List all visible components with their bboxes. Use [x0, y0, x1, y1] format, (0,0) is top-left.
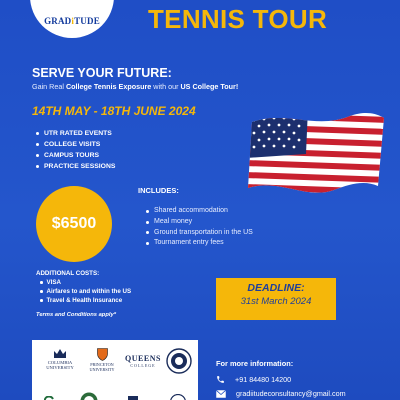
list-item: Airfares to and within the US: [40, 287, 131, 296]
list-item: Meal money: [146, 217, 253, 228]
round-badge-icon: [80, 392, 98, 400]
princeton-logo: PRINCETON UNIVERSITY: [84, 348, 120, 372]
contact-heading: For more information:: [216, 359, 294, 368]
phone-icon: [216, 375, 225, 384]
tagline-text: Gain Real College Tennis Exposure with our US College Tour!: [32, 82, 239, 91]
list-item: Ground transportation in the US: [146, 228, 253, 239]
bullet-icon: [36, 165, 39, 168]
university-seal-icon: [166, 348, 192, 374]
terms-note: Terms and Conditions apply*: [36, 312, 116, 318]
list-item: VISA: [40, 278, 131, 287]
events-list: [36, 128, 115, 172]
price-value: $6500: [51, 215, 97, 232]
phone-number[interactable]: +91 84480 14200: [235, 375, 292, 384]
deadline-label: DEADLINE:: [247, 282, 305, 294]
price-badge: [36, 186, 112, 262]
bullet-icon: [36, 143, 39, 146]
bullet-icon: [40, 290, 43, 293]
phone-row: [216, 375, 291, 384]
mail-icon: [216, 390, 226, 398]
bullet-icon: [36, 154, 39, 157]
email-row: [216, 389, 346, 398]
list-item: UTR RATED EVENTS: [36, 128, 115, 139]
tour-dates: 14TH MAY - 18TH JUNE 2024: [32, 104, 196, 118]
university-logos-panel: [32, 340, 198, 400]
tagline-heading: SERVE YOUR FUTURE:: [32, 66, 172, 80]
round-seal-icon: [170, 394, 186, 400]
additional-costs-heading: ADDITIONAL COSTS:: [36, 270, 100, 277]
includes-list: [146, 206, 253, 249]
list-item: PRACTICE SESSIONS: [36, 161, 115, 172]
email-address[interactable]: gradiitudeconsultancy@gmail.com: [236, 389, 346, 398]
us-flag-icon: [246, 108, 386, 196]
list-item: CAMPUS TOURS: [36, 150, 115, 161]
bullet-icon: [40, 299, 43, 302]
bullet-icon: [146, 231, 149, 234]
additional-costs-list: [40, 278, 131, 305]
list-item: Travel & Health Insurance: [40, 296, 131, 305]
letter-b-logo-icon: [128, 396, 138, 400]
list-item: Shared accommodation: [146, 206, 253, 217]
columbia-logo: COLUMBIA UNIVERSITY: [40, 348, 80, 370]
bullet-icon: [146, 210, 149, 213]
shield-icon: [97, 348, 108, 361]
gradiitude-logo: [30, 0, 114, 38]
includes-heading: INCLUDES:: [138, 186, 179, 195]
list-item: Tournament entry fees: [146, 238, 253, 249]
deadline-date: 31st March 2024: [240, 296, 312, 307]
queens-logo: QUEENS COLLEGE: [125, 354, 161, 368]
crown-icon: [53, 348, 67, 359]
list-item: COLLEGE VISITS: [36, 139, 115, 150]
bullet-icon: [36, 132, 39, 135]
letter-g-logo-icon: [44, 396, 54, 400]
bullet-icon: [146, 221, 149, 224]
deadline-box: [216, 278, 336, 320]
bullet-icon: [40, 281, 43, 284]
logo-text: GRADiTUDE: [44, 16, 100, 26]
bullet-icon: [146, 242, 149, 245]
page-title: TENNIS TOUR: [148, 4, 328, 34]
